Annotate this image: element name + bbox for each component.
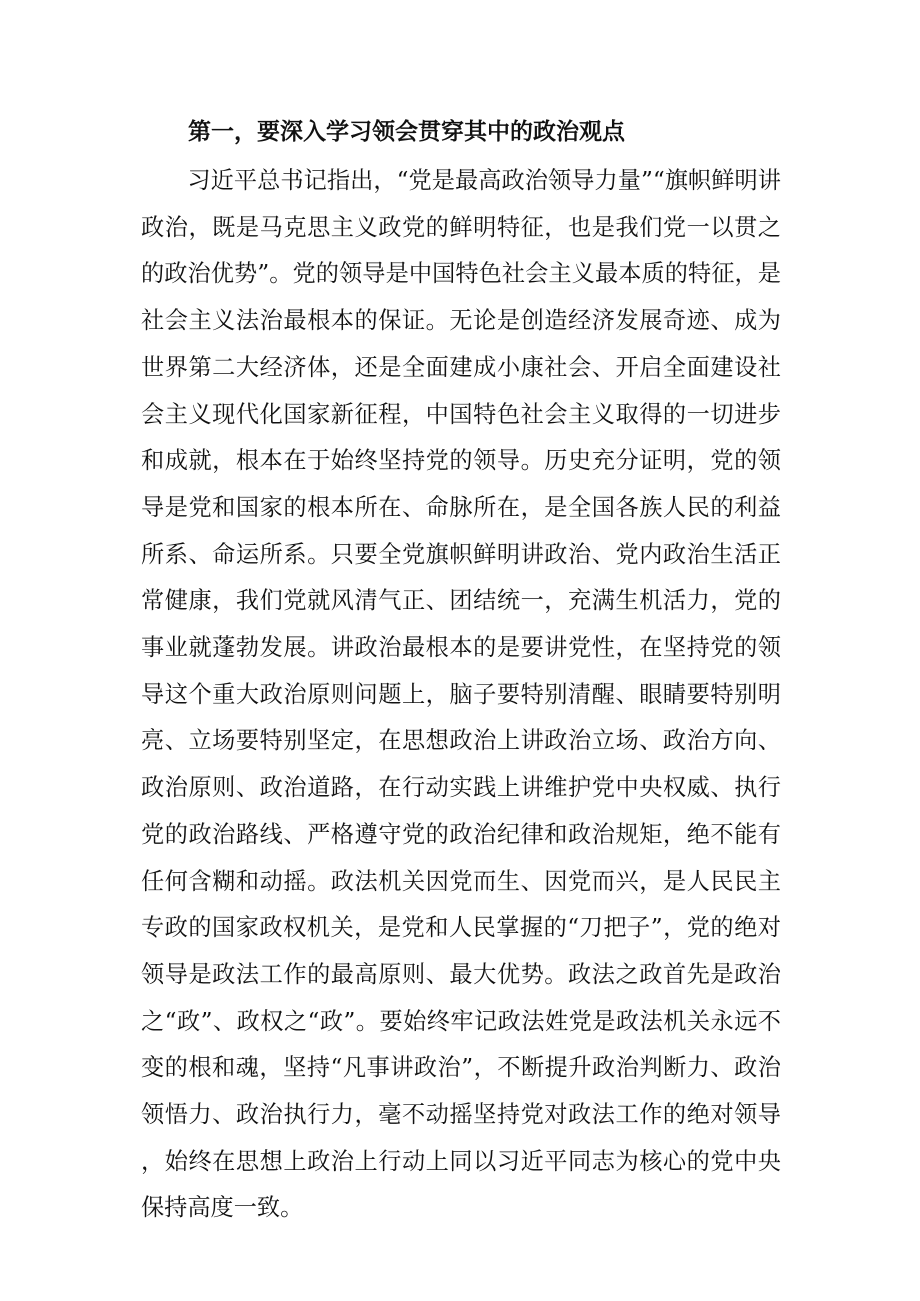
- section-heading: 第一，要深入学习领会贯穿其中的政治观点: [188, 118, 625, 145]
- body-paragraph: 习近平总书记指出，“党是最高政治领导力量”“旗帜鲜明讲政治，既是马克思主义政党的鲜明特征，也是我们党一以贯之的政治优势”。党的领导是中国特色社会主义最本质的特征，是社会主义法治最根本的保证。无论是创造经济发展奇迹、成为世界第二大经济体，还是全面建成小康社会、开启全面建设社会主义现代化国家新征程，中国特色社会主义取得的一切进步和成就，根本在于始终坚持党的领导。历史充分证明，党的领导是党和国家的根本所在、命脉所在，是全国各族人民的利益所系、命运所系。只要全党旗帜鲜明讲政治、党内政治生活正常健康，我们党就风清气正、团结统一，充满生机活力，党的事业就蓬勃发展。讲政治最根本的是要讲党性，在坚持党的领导这个重大政治原则问题上，脑子要特别清醒、眼睛要特别明亮、立场要特别坚定，在思想政治上讲政治立场、政治方向、政治原则、政治道路，在行动实践上讲维护党中央权威、执行党的政治路线、严格遵守党的政治纪律和政治规矩，绝不能有任何含糊和动摇。政法机关因党而生、因党而兴，是人民民主专政的国家政权机关，是党和人民掌握的“刀把子”，党的绝对领导是政法工作的最高原则、最大优势。政法之政首先是政治之“政”、政权之“政”。要始终牢记政法姓党是政法机关永远不变的根和魂，坚持“凡事讲政治”，不断提升政治判断力、政治领悟力、政治执行力，毫不动摇坚持党对政法工作的绝对领导，始终在思想上政治上行动上同以习近平同志为核心的党中央保持高度一致。: [141, 167, 781, 1222]
